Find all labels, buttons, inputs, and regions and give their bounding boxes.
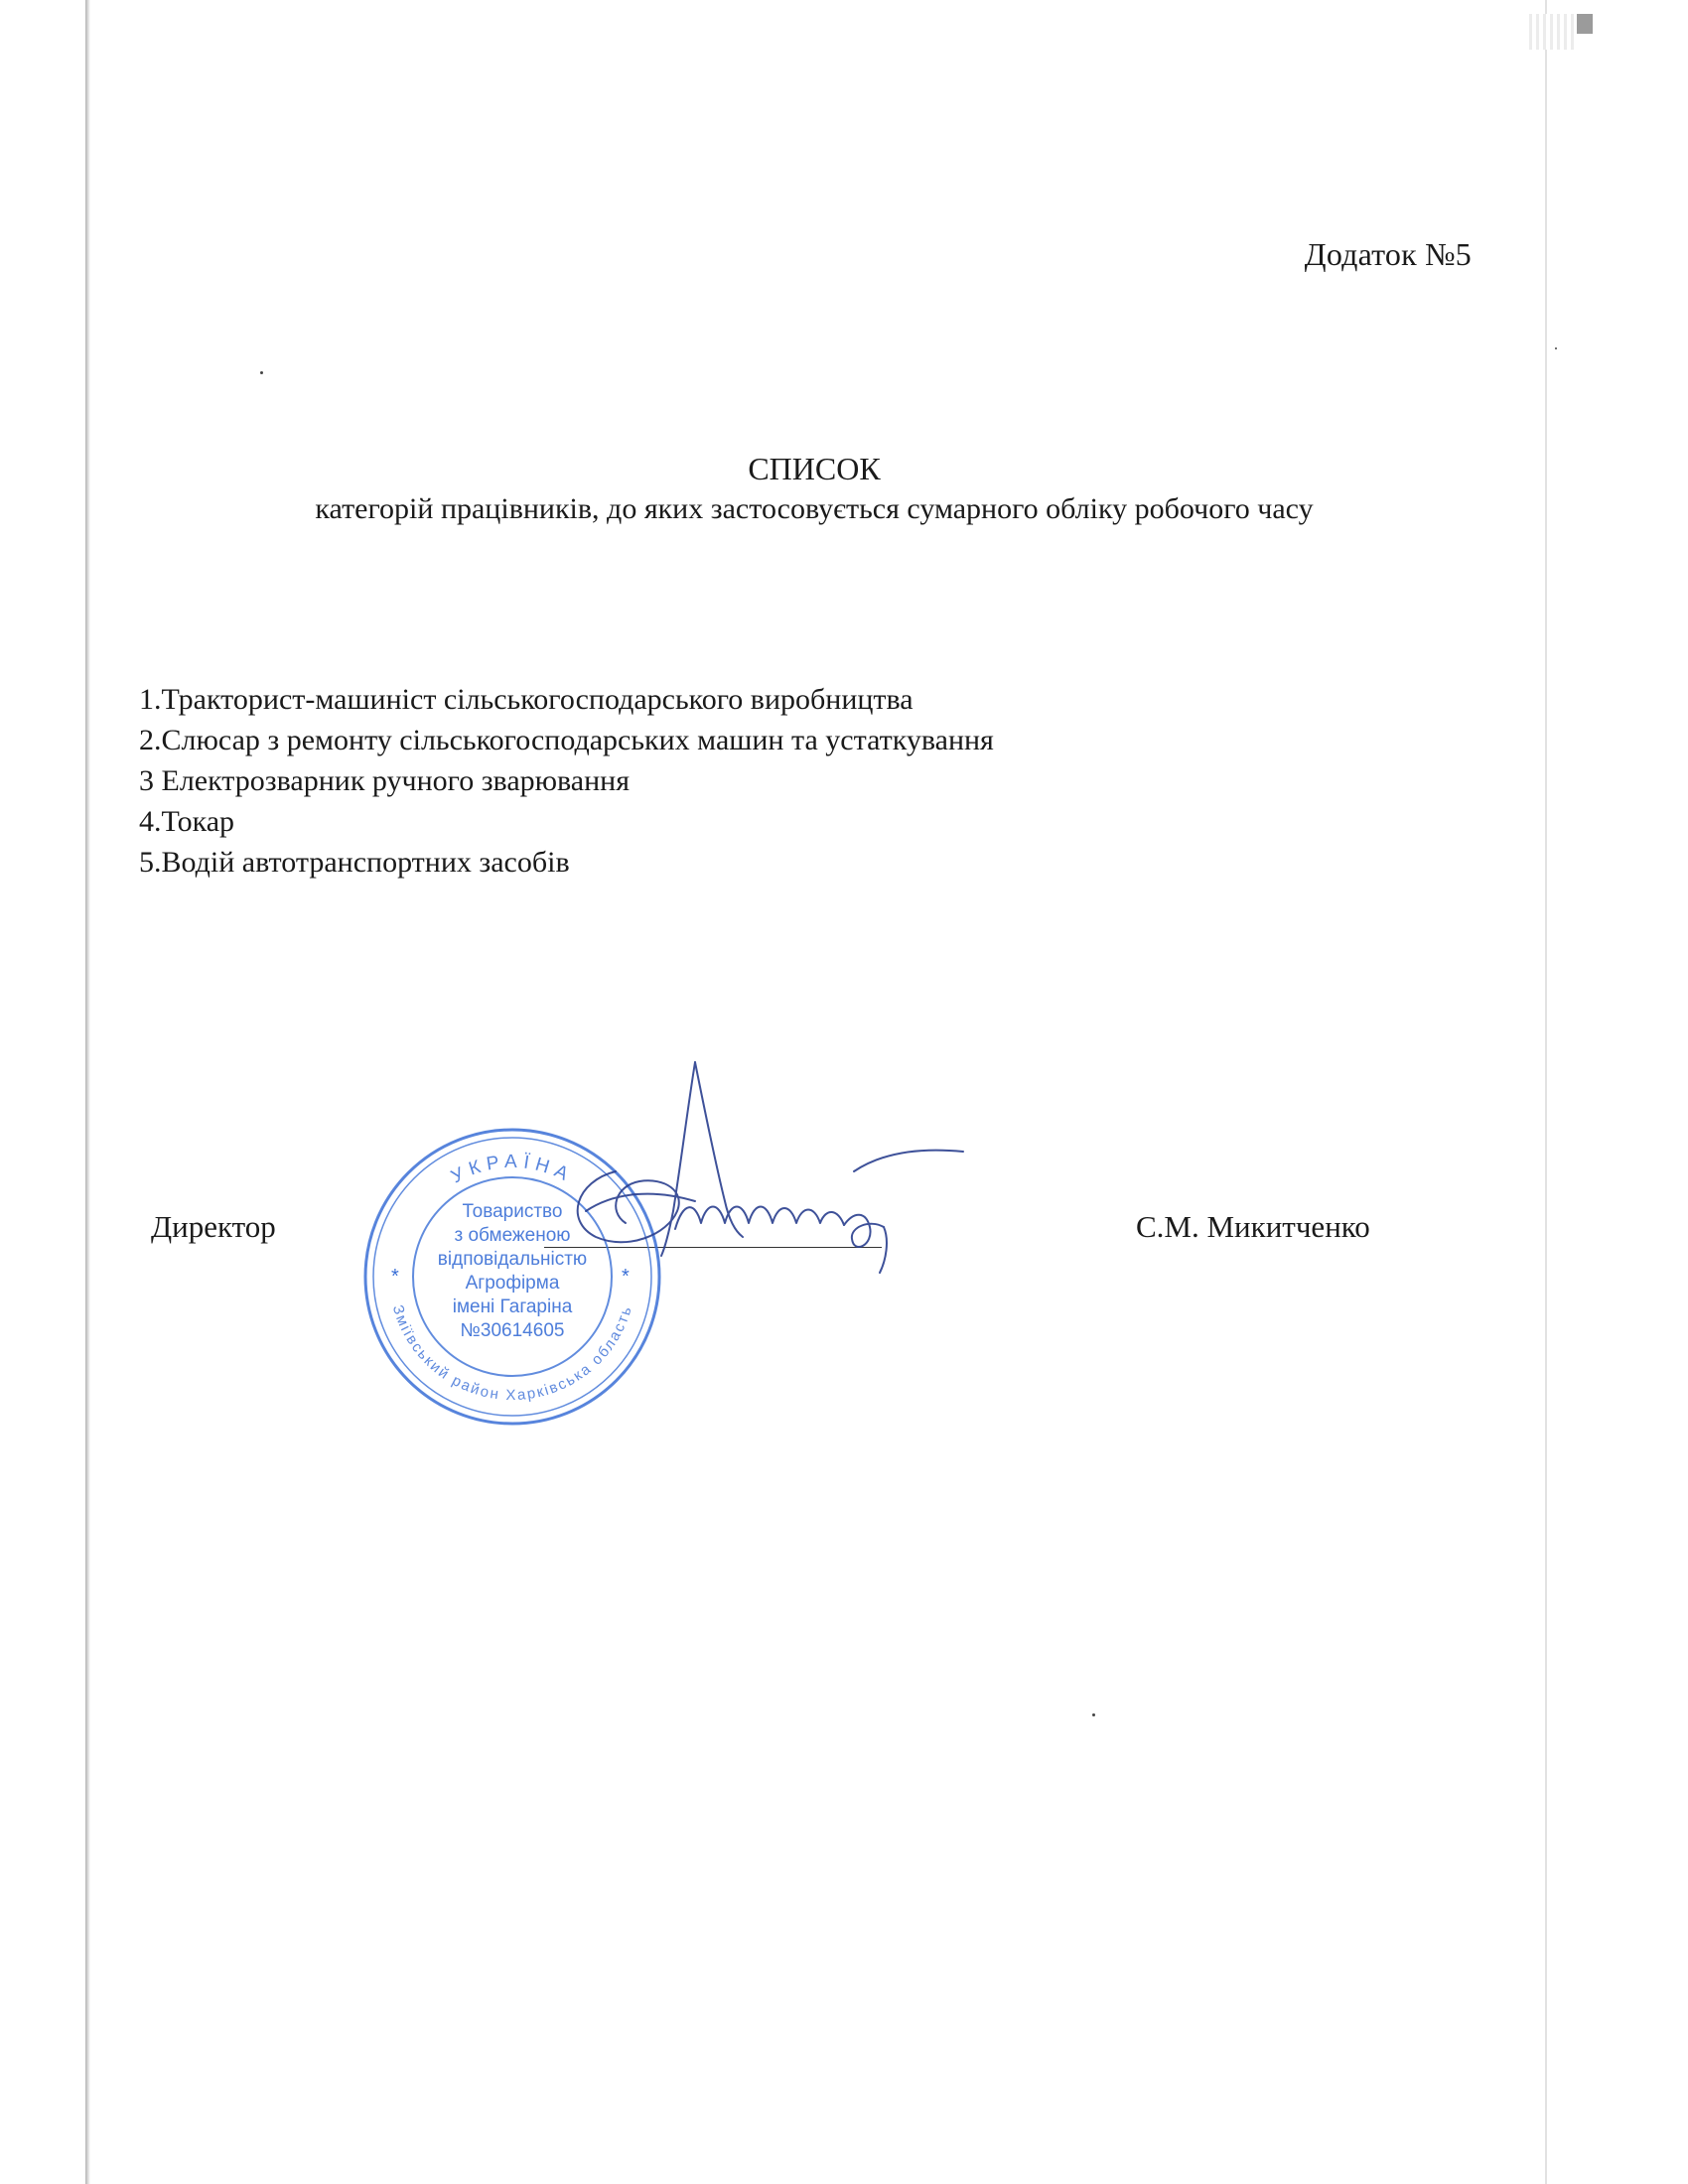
seal-line: з обмеженою [454,1225,571,1246]
document-subtitle: категорій працівників, до яких застосовується сумарного обліку робочого часу [315,492,1314,525]
scan-speck [1092,1713,1095,1716]
scan-corner-mark [1577,14,1593,34]
seal-ring-bottom-text: Зміївський район Харківська область [388,1302,636,1405]
list-item: 4.Токар [139,805,235,838]
seal-star-icon: * [391,1266,399,1288]
scan-speck [1555,347,1557,349]
categories-list [139,679,994,883]
seal-line: №30614605 [460,1320,565,1341]
list-item: 1.Тракторист-машиніст сільськогосподарського виробництва [139,683,914,716]
handwritten-signature [556,1052,973,1291]
appendix-label: Додаток №5 [1304,236,1472,272]
seal-line: Товариство [462,1201,563,1222]
signer-name: С.М. Микитченко [1136,1209,1370,1244]
scan-shadow-left [85,0,90,2184]
seal-line: відповідальністю [437,1249,588,1270]
list-item: 3 Електрозварник ручного зварювання [139,764,631,797]
signer-position: Директор [151,1209,276,1244]
scan-speck [260,371,263,374]
list-item: 5.Водій автотранспортних засобів [139,846,570,879]
document-title: СПИСОК [748,451,881,486]
scan-shadow-right [1545,0,1547,2184]
seal-line: Агрофірма [465,1273,560,1294]
list-item: 2.Слюсар з ремонту сільськогосподарських машин та устаткування [139,724,994,756]
scan-corner-noise [1529,14,1577,50]
seal-line: імені Гагаріна [452,1297,573,1317]
seal-star-icon: * [622,1266,630,1288]
seal-ring-top-text: УКРАЇНА [448,1151,577,1188]
